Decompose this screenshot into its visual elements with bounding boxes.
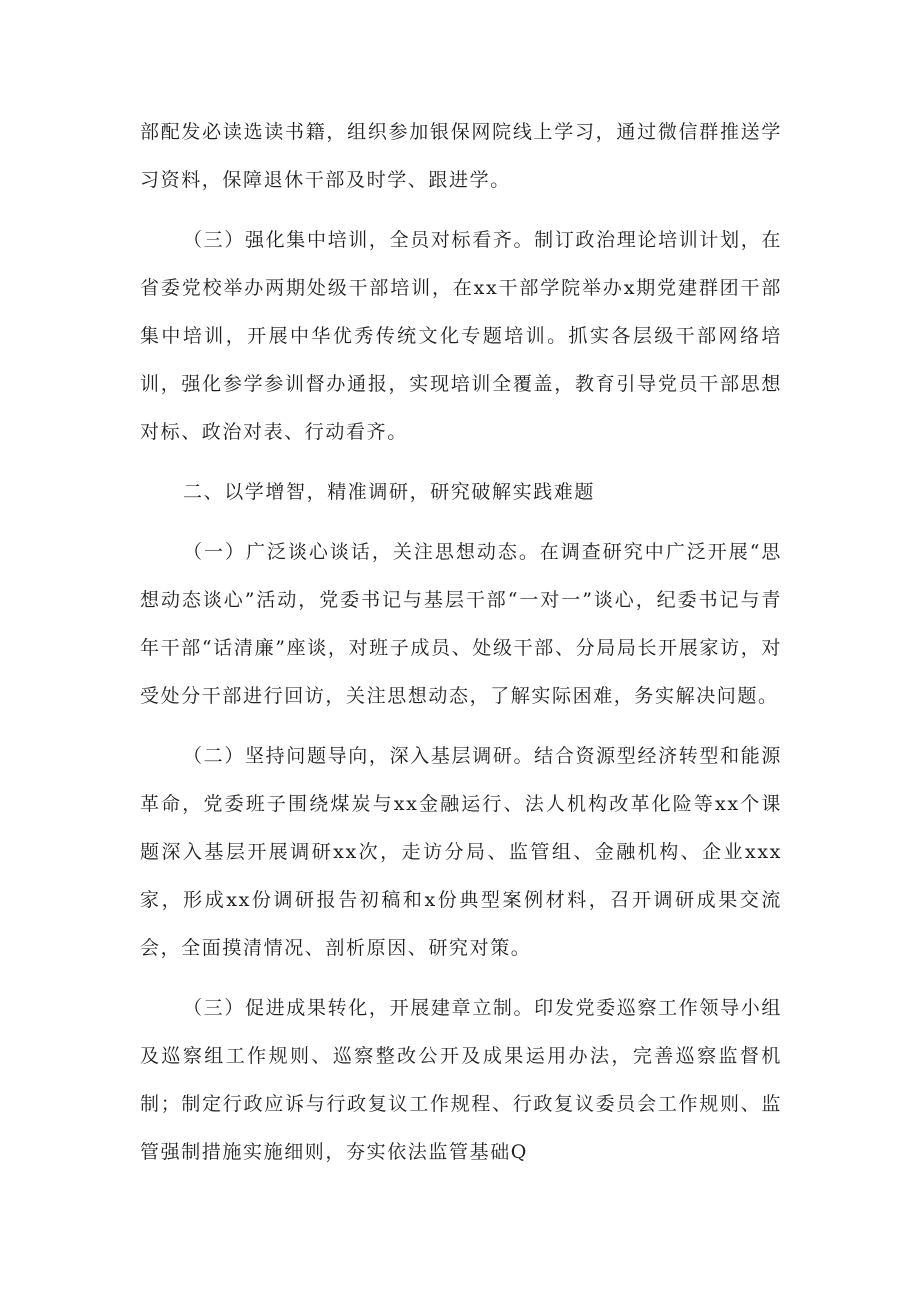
paragraph-continuation: 部配发必读选读书籍，组织参加银保网院线上学习，通过微信群推送学习资料，保障退休干部及时学、跟进学。 bbox=[140, 121, 782, 191]
paragraph-rules-and-regulations: （三）促进成果转化，开展建章立制。印发党委巡察工作领导小组及巡察组工作规则、巡察整改公开及成果运用办法，完善巡察监督机制；制定行政应诉与行政复议工作规程、行政复议委员会工作规则、监管强制措施实施细则，夯实依法监管基础Q bbox=[140, 997, 782, 1163]
paragraph-strengthen-training: （三）强化集中培训，全员对标看齐。制订政治理论培训计划，在省委党校举办两期处级干部培训，在xx干部学院举办x期党建群团干部集中培训，开展中华优秀传统文化专题培训。抓实各层级干部网络培训，强化参学参训督办通报，实现培训全覆盖，教育引导党员干部思想对标、政治对表、行动看齐。 bbox=[140, 229, 782, 443]
paragraph-heart-to-heart-talks: （一）广泛谈心谈话，关注思想动态。在调查研究中广泛开展“思想动态谈心”活动，党委书记与基层干部“一对一”谈心，纪委书记与青年干部“话清廉”座谈，对班子成员、处级干部、分局局长开展家访，对受处分干部进行回访，关注思想动态，了解实际困难，务实解决问题。 bbox=[140, 541, 782, 707]
document-page bbox=[140, 108, 782, 1176]
paragraph-grassroots-research: （二）坚持问题导向，深入基层调研。结合资源型经济转型和能源革命，党委班子围绕煤炭与xx金融运行、法人机构改革化险等xx个课题深入基层开展调研xx次，走访分局、监管组、金融机构、企业xxx家，形成xx份调研报告初稿和x份典型案例材料，召开调研成果交流会，全面摸清情况、剖析原因、研究对策。 bbox=[140, 745, 782, 959]
section-heading: 二、以学增智，精准调研，研究破解实践难题 bbox=[183, 481, 596, 503]
